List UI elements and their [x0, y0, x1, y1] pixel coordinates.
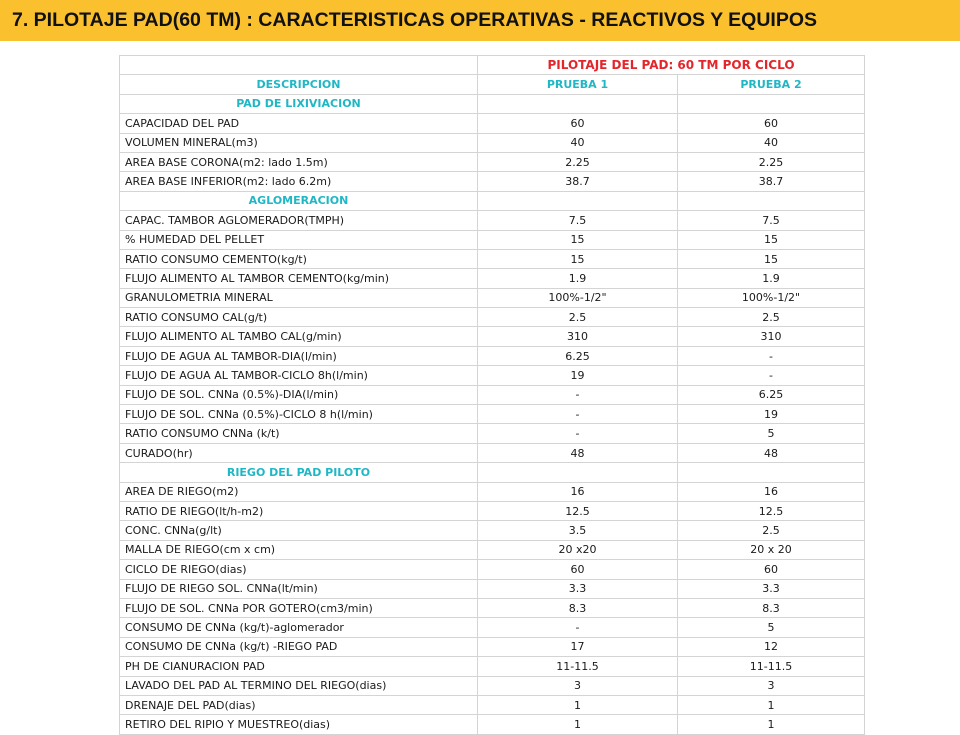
table-row — [120, 657, 865, 676]
row-prueba-2-value: 1.9 — [678, 269, 865, 288]
header-prueba-2: PRUEBA 2 — [678, 75, 865, 94]
row-prueba-1-value: 20 x20 — [478, 540, 678, 559]
row-description: VOLUMEN MINERAL(m3) — [120, 133, 478, 152]
table-row — [120, 540, 865, 559]
table-header-row — [120, 75, 865, 94]
table-row — [120, 405, 865, 424]
row-prueba-1-value: 3.5 — [478, 521, 678, 540]
row-description: CICLO DE RIEGO(dias) — [120, 560, 478, 579]
row-prueba-2-value: 60 — [678, 114, 865, 133]
row-description: FLUJO DE AGUA AL TAMBOR-DIA(l/min) — [120, 346, 478, 365]
table-row — [120, 114, 865, 133]
row-prueba-2-value: 20 x 20 — [678, 540, 865, 559]
row-prueba-2-value: 15 — [678, 230, 865, 249]
row-prueba-2-value: 60 — [678, 560, 865, 579]
row-description: LAVADO DEL PAD AL TERMINO DEL RIEGO(dias) — [120, 676, 478, 695]
row-description: CURADO(hr) — [120, 443, 478, 462]
row-prueba-1-value: 2.5 — [478, 308, 678, 327]
blank-cell — [478, 191, 678, 210]
row-prueba-1-value: 2.25 — [478, 152, 678, 171]
table-row — [120, 560, 865, 579]
table-row — [120, 211, 865, 230]
row-prueba-1-value: - — [478, 405, 678, 424]
header-descripcion: DESCRIPCION — [120, 75, 478, 94]
row-prueba-1-value: 38.7 — [478, 172, 678, 191]
row-prueba-1-value: - — [478, 618, 678, 637]
header-prueba-1: PRUEBA 1 — [478, 75, 678, 94]
row-prueba-1-value: 11-11.5 — [478, 657, 678, 676]
row-prueba-2-value: 40 — [678, 133, 865, 152]
table-row — [120, 521, 865, 540]
table-title-row — [120, 56, 865, 75]
row-prueba-2-value: - — [678, 366, 865, 385]
section-title: RIEGO DEL PAD PILOTO — [120, 463, 478, 482]
row-prueba-2-value: 5 — [678, 618, 865, 637]
row-description: GRANULOMETRIA MINERAL — [120, 288, 478, 307]
row-prueba-2-value: 310 — [678, 327, 865, 346]
row-description: FLUJO ALIMENTO AL TAMBOR CEMENTO(kg/min) — [120, 269, 478, 288]
row-description: % HUMEDAD DEL PELLET — [120, 230, 478, 249]
table-row — [120, 366, 865, 385]
row-prueba-1-value: - — [478, 385, 678, 404]
row-prueba-1-value: 1 — [478, 695, 678, 714]
row-prueba-2-value: 3.3 — [678, 579, 865, 598]
row-prueba-1-value: 100%-1/2" — [478, 288, 678, 307]
table-row — [120, 424, 865, 443]
row-prueba-2-value: - — [678, 346, 865, 365]
row-prueba-1-value: 12.5 — [478, 501, 678, 520]
table-row — [120, 676, 865, 695]
row-description: AREA DE RIEGO(m2) — [120, 482, 478, 501]
row-prueba-2-value: 2.25 — [678, 152, 865, 171]
row-prueba-2-value: 2.5 — [678, 521, 865, 540]
row-prueba-2-value: 1 — [678, 695, 865, 714]
row-prueba-1-value: 1 — [478, 715, 678, 734]
row-description: RATIO CONSUMO CNNa (k/t) — [120, 424, 478, 443]
row-prueba-2-value: 38.7 — [678, 172, 865, 191]
table-row — [120, 385, 865, 404]
table-row — [120, 152, 865, 171]
row-prueba-1-value: 60 — [478, 114, 678, 133]
row-prueba-1-value: 40 — [478, 133, 678, 152]
blank-cell — [478, 94, 678, 113]
table-row — [120, 501, 865, 520]
row-description: AREA BASE CORONA(m2: lado 1.5m) — [120, 152, 478, 171]
section-row — [120, 463, 865, 482]
table-title: PILOTAJE DEL PAD: 60 TM POR CICLO — [478, 56, 865, 75]
row-prueba-1-value: 6.25 — [478, 346, 678, 365]
table-row — [120, 230, 865, 249]
row-prueba-1-value: 19 — [478, 366, 678, 385]
row-prueba-2-value: 11-11.5 — [678, 657, 865, 676]
row-prueba-1-value: 3.3 — [478, 579, 678, 598]
row-prueba-2-value: 100%-1/2" — [678, 288, 865, 307]
row-description: FLUJO ALIMENTO AL TAMBO CAL(g/min) — [120, 327, 478, 346]
row-description: AREA BASE INFERIOR(m2: lado 6.2m) — [120, 172, 478, 191]
row-prueba-2-value: 16 — [678, 482, 865, 501]
blank-cell — [678, 191, 865, 210]
row-prueba-1-value: 1.9 — [478, 269, 678, 288]
blank-cell — [478, 463, 678, 482]
row-description: DRENAJE DEL PAD(dias) — [120, 695, 478, 714]
table-row — [120, 695, 865, 714]
blank-cell — [678, 94, 865, 113]
row-prueba-1-value: 60 — [478, 560, 678, 579]
table-row — [120, 172, 865, 191]
row-prueba-2-value: 8.3 — [678, 598, 865, 617]
row-prueba-1-value: 7.5 — [478, 211, 678, 230]
row-prueba-2-value: 6.25 — [678, 385, 865, 404]
slide-title-banner — [0, 0, 960, 41]
row-description: RATIO CONSUMO CAL(g/t) — [120, 308, 478, 327]
section-title: AGLOMERACION — [120, 191, 478, 210]
row-prueba-2-value: 2.5 — [678, 308, 865, 327]
row-prueba-1-value: 310 — [478, 327, 678, 346]
row-description: CAPACIDAD DEL PAD — [120, 114, 478, 133]
row-prueba-1-value: 48 — [478, 443, 678, 462]
blank-cell — [678, 463, 865, 482]
table-row — [120, 715, 865, 734]
row-prueba-2-value: 7.5 — [678, 211, 865, 230]
row-prueba-1-value: 3 — [478, 676, 678, 695]
row-description: FLUJO DE AGUA AL TAMBOR-CICLO 8h(l/min) — [120, 366, 478, 385]
row-description: CONSUMO DE CNNa (kg/t) -RIEGO PAD — [120, 637, 478, 656]
row-description: CONC. CNNa(g/lt) — [120, 521, 478, 540]
row-prueba-2-value: 1 — [678, 715, 865, 734]
table-row — [120, 618, 865, 637]
section-row — [120, 191, 865, 210]
row-prueba-2-value: 12.5 — [678, 501, 865, 520]
row-prueba-2-value: 15 — [678, 249, 865, 268]
table-row — [120, 133, 865, 152]
table-row — [120, 482, 865, 501]
row-prueba-2-value: 3 — [678, 676, 865, 695]
row-prueba-1-value: 15 — [478, 230, 678, 249]
row-description: RATIO DE RIEGO(lt/h-m2) — [120, 501, 478, 520]
row-prueba-1-value: 17 — [478, 637, 678, 656]
table-row — [120, 346, 865, 365]
spreadsheet — [119, 55, 864, 731]
row-description: MALLA DE RIEGO(cm x cm) — [120, 540, 478, 559]
table-row — [120, 327, 865, 346]
slide-title: 7. PILOTAJE PAD(60 TM) : CARACTERISTICAS OPERATIVAS - REACTIVOS Y EQUIPOS — [12, 9, 818, 31]
row-description: RATIO CONSUMO CEMENTO(kg/t) — [120, 249, 478, 268]
row-prueba-2-value: 12 — [678, 637, 865, 656]
row-description: FLUJO DE SOL. CNNa (0.5%)-CICLO 8 h(l/min) — [120, 405, 478, 424]
section-row — [120, 94, 865, 113]
row-description: RETIRO DEL RIPIO Y MUESTREO(dias) — [120, 715, 478, 734]
row-description: PH DE CIANURACION PAD — [120, 657, 478, 676]
row-prueba-2-value: 19 — [678, 405, 865, 424]
row-prueba-2-value: 5 — [678, 424, 865, 443]
table-row — [120, 288, 865, 307]
section-title: PAD DE LIXIVIACION — [120, 94, 478, 113]
table-row — [120, 579, 865, 598]
row-prueba-1-value: 15 — [478, 249, 678, 268]
pilotaje-table — [119, 55, 865, 735]
row-description: FLUJO DE SOL. CNNa POR GOTERO(cm3/min) — [120, 598, 478, 617]
table-row — [120, 308, 865, 327]
table-row — [120, 637, 865, 656]
row-description: CAPAC. TAMBOR AGLOMERADOR(TMPH) — [120, 211, 478, 230]
table-row — [120, 598, 865, 617]
row-prueba-1-value: - — [478, 424, 678, 443]
row-prueba-1-value: 16 — [478, 482, 678, 501]
row-description: FLUJO DE SOL. CNNa (0.5%)-DIA(l/min) — [120, 385, 478, 404]
row-description: CONSUMO DE CNNa (kg/t)-aglomerador — [120, 618, 478, 637]
blank-cell — [120, 56, 478, 75]
row-description: FLUJO DE RIEGO SOL. CNNa(lt/min) — [120, 579, 478, 598]
table-row — [120, 269, 865, 288]
row-prueba-1-value: 8.3 — [478, 598, 678, 617]
row-prueba-2-value: 48 — [678, 443, 865, 462]
table-row — [120, 443, 865, 462]
table-row — [120, 249, 865, 268]
